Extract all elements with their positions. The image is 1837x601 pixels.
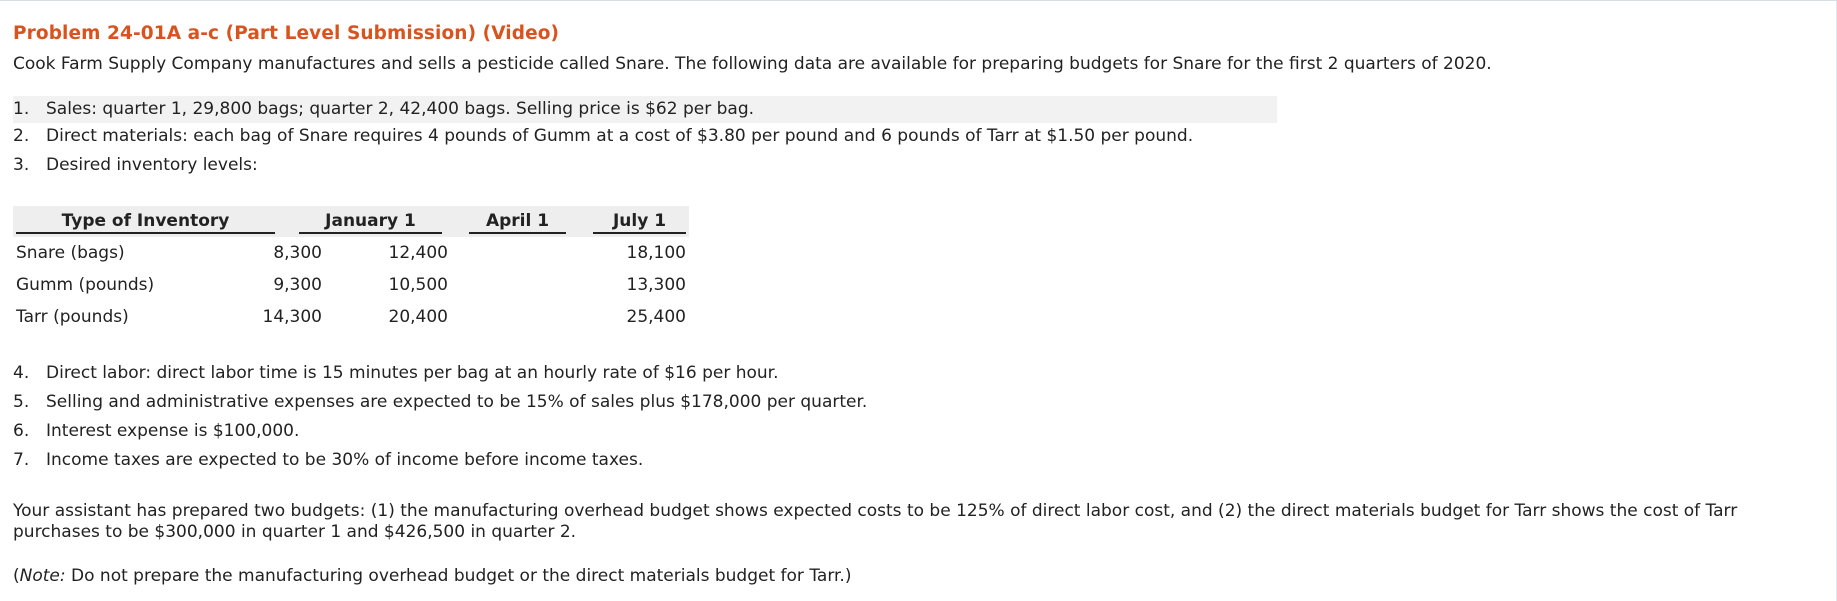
cell-april-1: 10,500 (388, 275, 448, 295)
cell-july-1: 13,300 (626, 275, 686, 295)
note-paragraph (13, 566, 1823, 587)
list-number: 5. (13, 392, 30, 412)
cell-january-1: 8,300 (273, 243, 322, 263)
list-item-sales (13, 96, 1277, 123)
list-text: Direct materials: each bag of Snare requires 4 pounds of Gumm at a cost of $3.80 per pound and 6 pounds of Tarr at $1.50 per pound. (46, 126, 1194, 146)
problem-title: Problem 24-01A a-c (Part Level Submission) (Video) (13, 23, 560, 44)
cell-january-1: 9,300 (273, 275, 322, 295)
list-number: 3. (13, 155, 30, 175)
table-row (13, 269, 689, 301)
list-number: 2. (13, 126, 30, 146)
header-april-1: April 1 (469, 211, 566, 234)
list-text: Income taxes are expected to be 30% of income before income taxes. (46, 450, 644, 470)
cell-april-1: 12,400 (388, 243, 448, 263)
list-item-direct-labor (13, 360, 779, 387)
list-text: Direct labor: direct labor time is 15 minutes per bag at an hourly rate of $16 per hour. (46, 363, 779, 383)
note-label: Note: (19, 566, 66, 586)
list-item-selling-admin (13, 389, 867, 416)
list-item-inventory-levels (13, 152, 258, 179)
problem-intro: Cook Farm Supply Company manufactures and sells a pesticide called Snare. The following data are available for preparing budgets for Snare for the first 2 quarters of 2020. (13, 54, 1492, 74)
cell-july-1: 25,400 (626, 307, 686, 327)
row-label: Tarr (pounds) (16, 307, 129, 327)
row-label: Gumm (pounds) (16, 275, 155, 295)
inventory-table-header (13, 206, 689, 237)
list-number: 6. (13, 421, 30, 441)
list-item-income-taxes (13, 447, 643, 474)
list-text: Interest expense is $100,000. (46, 421, 300, 441)
cell-january-1: 14,300 (262, 307, 322, 327)
cell-april-1: 20,400 (388, 307, 448, 327)
list-item-interest-expense (13, 418, 299, 445)
cell-july-1: 18,100 (626, 243, 686, 263)
note-open-paren: ( (13, 566, 20, 586)
list-number: 1. (13, 99, 30, 119)
table-row (13, 301, 689, 333)
list-number: 7. (13, 450, 30, 470)
header-january-1: January 1 (299, 211, 442, 234)
list-text: Sales: quarter 1, 29,800 bags; quarter 2, 42,400 bags. Selling price is $62 per bag. (46, 99, 755, 119)
inventory-table (13, 206, 689, 333)
row-label: Snare (bags) (16, 243, 125, 263)
note-text: Do not prepare the manufacturing overhead budget or the direct materials budget for Tarr.) (65, 566, 852, 586)
header-july-1: July 1 (593, 211, 686, 234)
list-number: 4. (13, 363, 30, 383)
header-type-of-inventory: Type of Inventory (16, 211, 275, 234)
list-item-direct-materials (13, 123, 1193, 150)
table-row (13, 237, 689, 269)
assistant-paragraph: Your assistant has prepared two budgets: (1) the manufacturing overhead budget shows expected costs to be 125% of direct labor cost, and (2) the direct materials budget for Tarr shows the cost of Tarr purchases to be $300,000 in quarter 1 and $426,500 in quarter 2. (13, 501, 1738, 542)
list-text: Selling and administrative expenses are expected to be 15% of sales plus $178,000 per quarter. (46, 392, 868, 412)
list-text: Desired inventory levels: (46, 155, 258, 175)
